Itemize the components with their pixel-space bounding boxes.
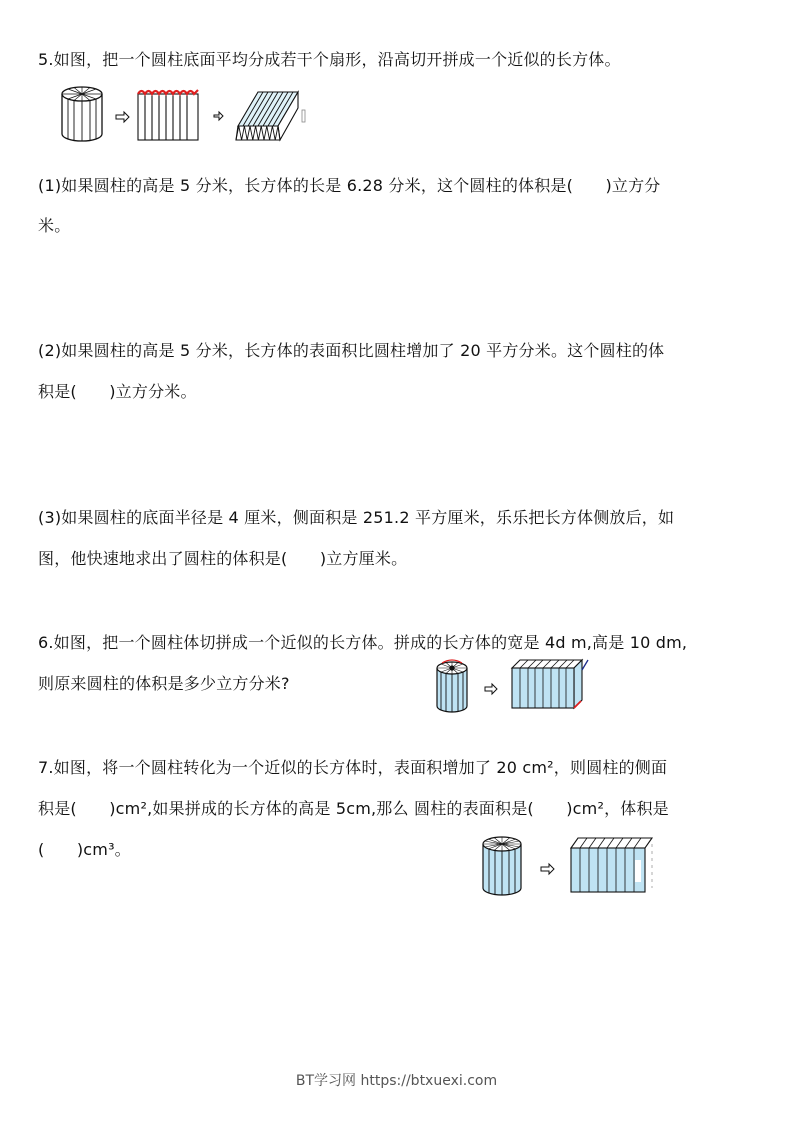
q5-figure-cylinder-cut-process xyxy=(58,82,308,148)
footer-watermark: BT学习网 https://btxuexi.com xyxy=(295,1073,498,1089)
q5-stem: 5.如图，把一个圆柱底面平均分成若干个扇形，沿高切开拼成一个近似的长方体。 xyxy=(38,50,621,69)
q5-sub2-line1: (2)如果圆柱的高是 5 分米，长方体的表面积比圆柱增加了 20 平方分米。这个圆柱的体 xyxy=(38,341,665,360)
q5-sub1-line1: (1)如果圆柱的高是 5 分米，长方体的长是 6.28 分米，这个圆柱的体积是( )立方分 xyxy=(38,176,661,195)
q5-sub1-line2: 米。 xyxy=(38,216,71,235)
q5-sub2-line2: 积是( )立方分米。 xyxy=(38,382,197,401)
q6-figure-cylinder-to-cuboid xyxy=(434,656,594,716)
q5-sub3-line2: 图，他快速地求出了圆柱的体积是( )立方厘米。 xyxy=(38,549,408,568)
q6-line2: 则原来圆柱的体积是多少立方分米? xyxy=(38,674,290,693)
q7-line3: ( )cm³。 xyxy=(38,840,131,859)
q6-line1: 6.如图，把一个圆柱体切拼成一个近似的长方体。拼成的长方体的宽是 4d m,高是 10 dm, xyxy=(38,633,688,652)
q7-figure-cylinder-to-cuboid xyxy=(480,830,660,900)
q7-line2: 积是( )cm²,如果拼成的长方体的高是 5cm,那么 圆柱的表面积是( )cm²，体积是 xyxy=(38,799,669,818)
q7-line1: 7.如图，将一个圆柱转化为一个近似的长方体时，表面积增加了 20 cm²，则圆柱的侧面 xyxy=(38,758,668,777)
q5-sub3-line1: (3)如果圆柱的底面半径是 4 厘米，侧面积是 251.2 平方厘米，乐乐把长方体侧放后，如 xyxy=(38,508,675,527)
